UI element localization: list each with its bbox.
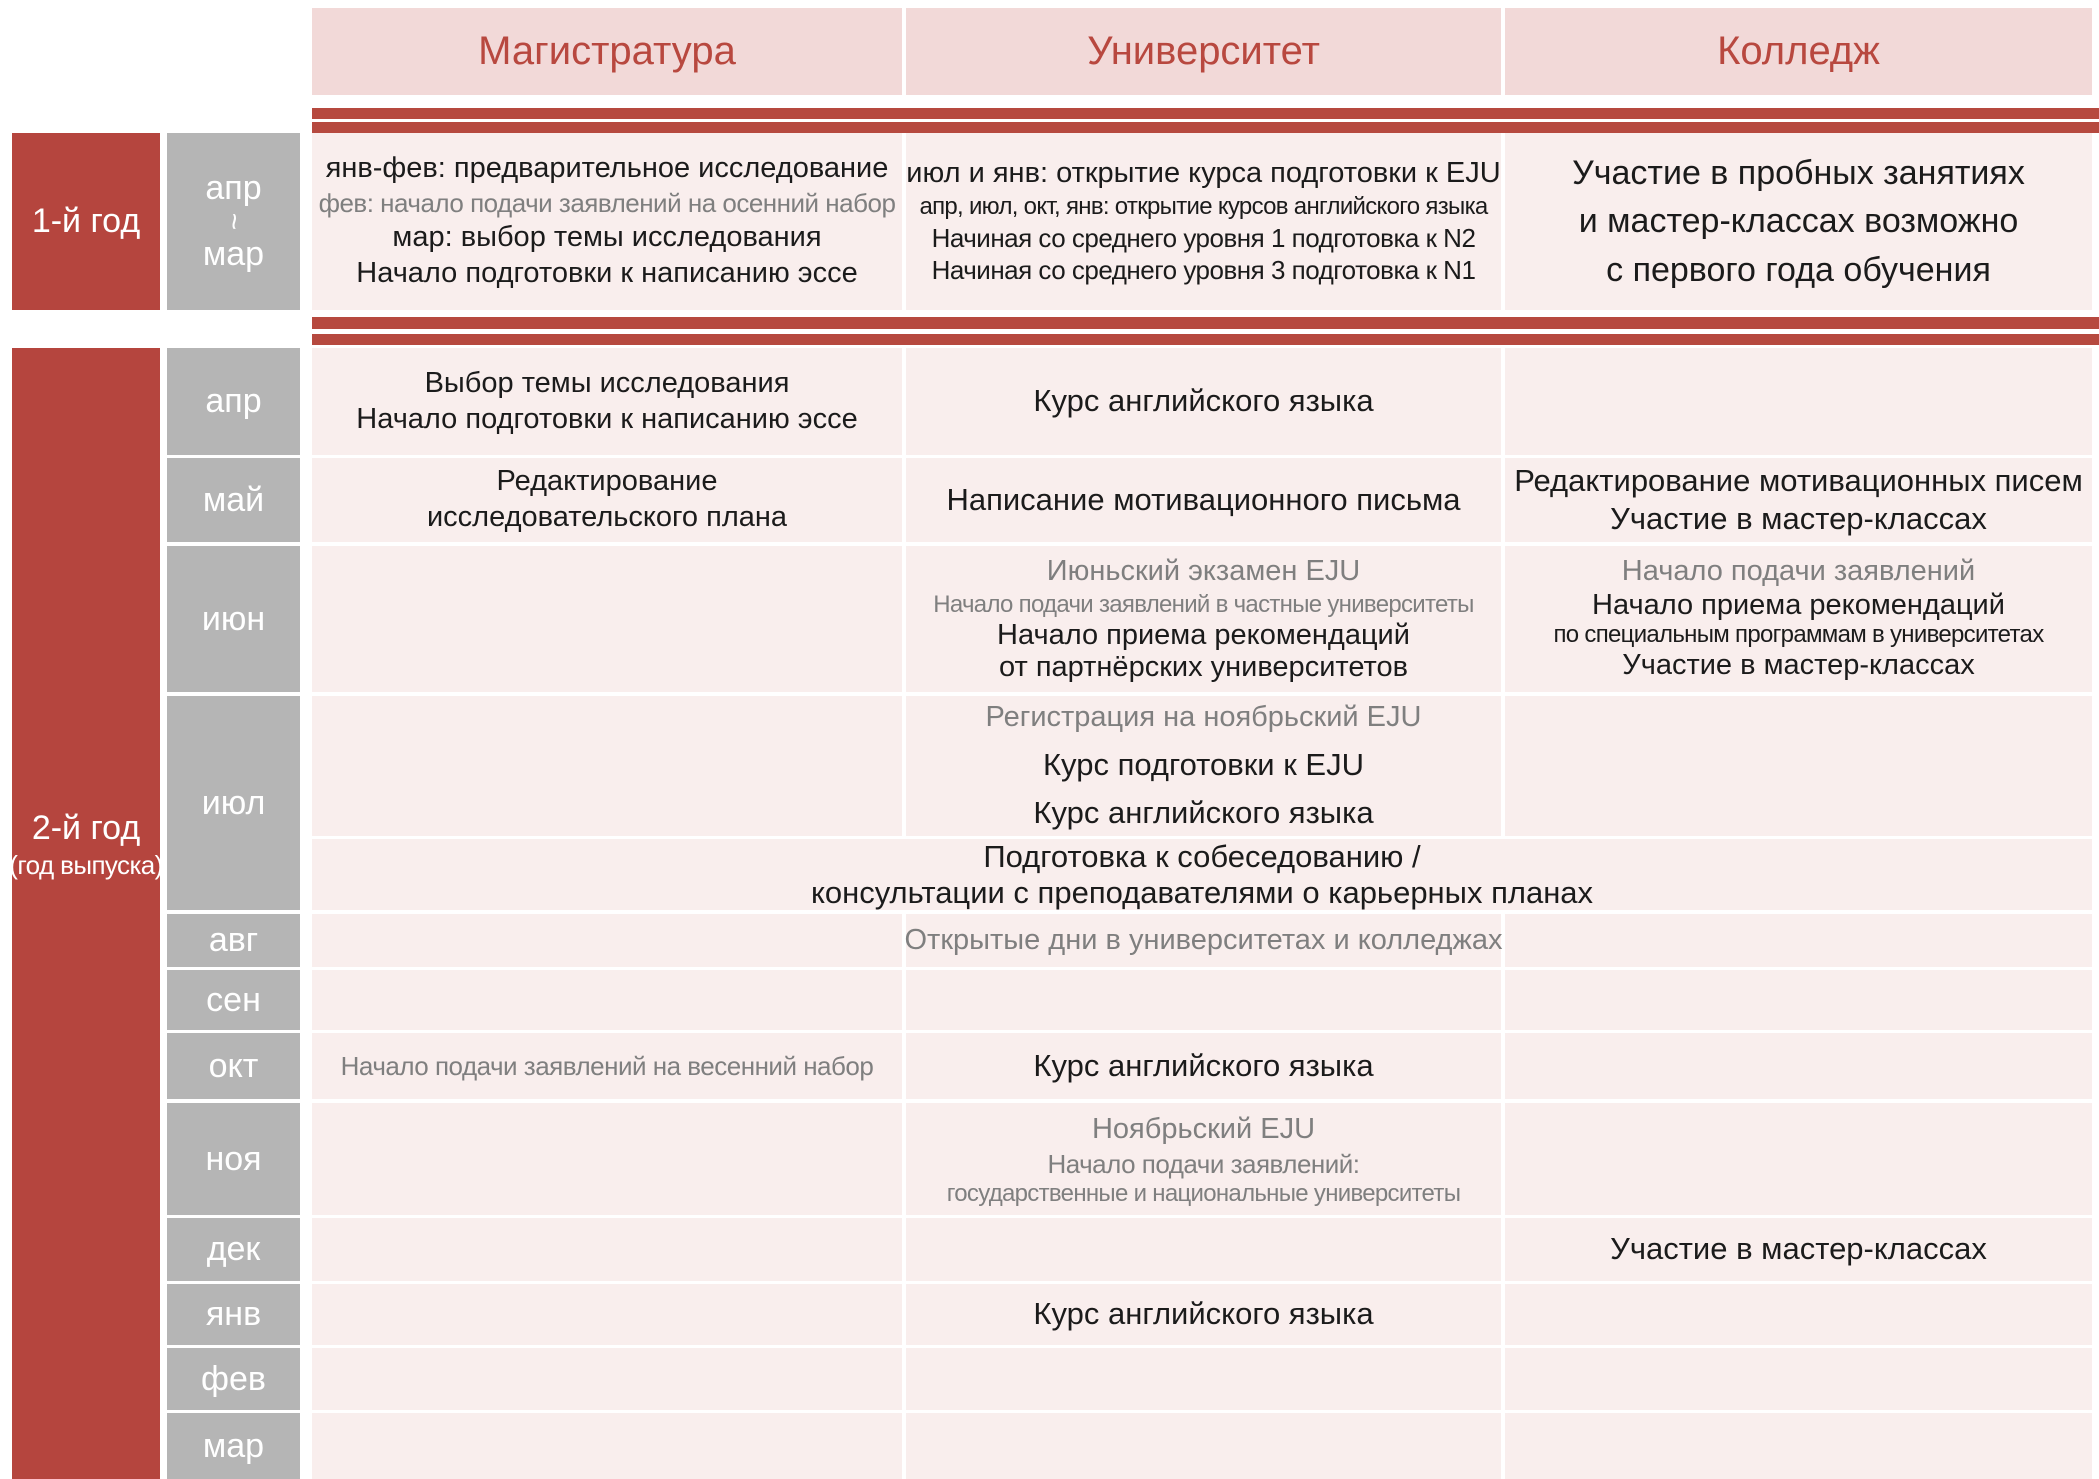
- cell-nov-magistracy: [312, 1103, 902, 1215]
- column-header-label: Магистратура: [478, 29, 736, 73]
- month-label-aug: [167, 914, 300, 967]
- month-label-nov: [167, 1103, 300, 1215]
- cell-line: Редактирование: [496, 465, 718, 498]
- month-label-jun: [167, 546, 300, 692]
- cell-dec-college: [1505, 1218, 2092, 1281]
- cell-line: фев: начало подачи заявлений на осенний набор: [318, 188, 896, 219]
- month-label-oct: [167, 1033, 300, 1099]
- cell-sep-university: [906, 970, 1501, 1030]
- cell-sep-college: [1505, 970, 2092, 1030]
- cell-mar-university: [906, 1413, 1501, 1479]
- cell-mar-college: [1505, 1413, 2092, 1479]
- cell-dec-magistracy: [312, 1218, 902, 1281]
- cell-year1-magistracy: [312, 133, 902, 310]
- year2-label-box: [9, 348, 163, 1479]
- month-range-to: мар: [202, 235, 265, 273]
- cell-line: Написание мотивационного письма: [946, 481, 1461, 517]
- year1-label-box: [12, 133, 160, 310]
- month-text: мар: [202, 1426, 265, 1465]
- cell-jul-magistracy: [312, 696, 902, 836]
- column-header-magistracy: [312, 8, 902, 95]
- column-header-label: Университет: [1087, 29, 1320, 73]
- month-text: дек: [206, 1230, 261, 1268]
- cell-line: апр, июл, окт, янв: открытие курсов английского языка: [919, 193, 1488, 221]
- month-text: ноя: [205, 1139, 262, 1178]
- cell-jan-college: [1505, 1284, 2092, 1345]
- cell-line: Начиная со среднего уровня 1 подготовка к N2: [931, 223, 1476, 254]
- month-text: сен: [206, 980, 261, 1019]
- month-label-dec: [167, 1218, 300, 1281]
- month-text: янв: [205, 1295, 262, 1333]
- cell-line: Начало приема рекомендаций: [997, 618, 1410, 651]
- cell-line: Начало подачи заявлений в частные университеты: [933, 591, 1474, 619]
- cell-line: по специальным программам в университетах: [1553, 620, 2044, 648]
- month-text: фев: [201, 1359, 266, 1398]
- month-text: окт: [208, 1046, 259, 1085]
- cell-oct-magistracy: [312, 1033, 902, 1099]
- cell-line: Начало приема рекомендаций: [1592, 588, 2005, 621]
- month-text: июн: [201, 599, 266, 638]
- month-label-sep: [167, 970, 300, 1030]
- cell-year1-university: [906, 133, 1501, 310]
- cell-line: Участие в пробных занятиях: [1572, 154, 2025, 193]
- cell-line: с первого года обучения: [1606, 250, 1991, 289]
- cell-year1-college: [1505, 133, 2092, 310]
- cell-apr-university: [906, 348, 1501, 455]
- cell-feb-university: [906, 1348, 1501, 1410]
- cell-oct-college: [1505, 1033, 2092, 1099]
- cell-line: июл и янв: открытие курса подготовки к EJU: [906, 157, 1501, 190]
- cell-line: и мастер-классах возможно: [1578, 202, 2019, 241]
- cell-feb-magistracy: [312, 1348, 902, 1410]
- cell-line: консультации с преподавателями о карьерных планах: [810, 874, 1594, 910]
- month-label-jan: [167, 1284, 300, 1345]
- cell-line: Курс английского языка: [1033, 1296, 1374, 1332]
- cell-line: Начало подачи заявлений: [1621, 554, 1976, 587]
- cell-feb-college: [1505, 1348, 2092, 1410]
- year-divider-stripe-top: [312, 317, 2099, 329]
- cell-line: Редактирование мотивационных писем: [1514, 462, 2083, 498]
- cell-sep-magistracy: [312, 970, 902, 1030]
- cell-apr-magistracy: [312, 348, 902, 455]
- cell-line: Курс подготовки к EJU: [1043, 746, 1364, 782]
- cell-line: Начиная со среднего уровня 3 подготовка к N1: [931, 255, 1476, 286]
- cell-aug-university: [906, 914, 1501, 967]
- cell-line: Ноябрьский EJU: [1091, 1113, 1316, 1146]
- month-label-apr: [167, 348, 300, 455]
- cell-jan-university: [906, 1284, 1501, 1345]
- cell-jul-university: [906, 696, 1501, 836]
- cell-may-college: [1505, 458, 2092, 542]
- cell-line: Начало подготовки к написанию эссе: [356, 402, 858, 435]
- cell-line: Курс английского языка: [1033, 1047, 1374, 1083]
- column-header-college: [1505, 8, 2092, 95]
- month-label-jul: [167, 696, 300, 910]
- cell-line: государственные и национальные университеты: [946, 1179, 1461, 1207]
- cell-mar-magistracy: [312, 1413, 902, 1479]
- cell-jun-magistracy: [312, 546, 902, 692]
- month-text: май: [202, 480, 265, 519]
- header-divider-stripe-bottom: [312, 122, 2099, 133]
- cell-line: Регистрация на ноябрьский EJU: [985, 700, 1422, 733]
- year1-label: 1-й год: [31, 202, 141, 241]
- cell-apr-college: [1505, 348, 2092, 455]
- cell-line: от партнёрских университетов: [998, 650, 1409, 683]
- column-header-university: [906, 8, 1501, 95]
- cell-line: Начало подачи заявлений:: [1047, 1149, 1360, 1180]
- cell-line: Участие в мастер-классах: [1610, 1231, 1987, 1267]
- cell-line: Курс английского языка: [1033, 383, 1374, 419]
- year2-label: 2-й год: [31, 808, 141, 847]
- cell-line: Открытые дни в университетах и колледжах: [904, 923, 1503, 956]
- cell-may-university: [906, 458, 1501, 542]
- cell-line: Участие в мастер-классах: [1622, 649, 1975, 682]
- month-label-mar: [167, 1413, 300, 1479]
- cell-line: мар: выбор темы исследования: [392, 220, 822, 253]
- cell-line: Курс английского языка: [1033, 794, 1374, 830]
- header-divider-stripe-top: [312, 108, 2099, 119]
- cell-line: янв-фев: предварительное исследование: [325, 152, 889, 185]
- cell-line: Начало подготовки к написанию эссе: [356, 256, 858, 289]
- cell-nov-university: [906, 1103, 1501, 1215]
- cell-line: Июньский экзамен EJU: [1046, 555, 1361, 588]
- cell-aug-college: [1505, 914, 2092, 967]
- month-text: апр: [205, 382, 262, 420]
- year2-sublabel: (год выпуска): [9, 850, 163, 881]
- month-text: авг: [208, 921, 259, 959]
- month-range-from: апр: [205, 169, 262, 207]
- cell-oct-university: [906, 1033, 1501, 1099]
- cell-line: исследовательского плана: [426, 501, 788, 533]
- cell-jan-magistracy: [312, 1284, 902, 1345]
- month-label-feb: [167, 1348, 300, 1410]
- cell-nov-college: [1505, 1103, 2092, 1215]
- cell-jun-college: [1505, 546, 2092, 692]
- cell-aug-magistracy: [312, 914, 902, 967]
- cell-jul-college: [1505, 696, 2092, 836]
- year1-month-range-box: [167, 133, 300, 310]
- cell-jul-interview-band: [312, 839, 2092, 910]
- year-divider-stripe-bottom: [312, 334, 2099, 345]
- cell-line: Выбор темы исследования: [424, 366, 790, 399]
- column-header-label: Колледж: [1717, 29, 1880, 73]
- cell-line: Подготовка к собеседованию /: [983, 838, 1421, 874]
- month-text: июл: [201, 783, 266, 822]
- cell-line: Начало подачи заявлений на весенний набор: [340, 1050, 874, 1081]
- cell-may-magistracy: [312, 458, 902, 542]
- cell-jun-university: [906, 546, 1501, 692]
- month-range-tilde: ~: [217, 212, 250, 231]
- month-label-may: [167, 458, 300, 542]
- cell-line: Участие в мастер-классах: [1610, 501, 1987, 536]
- cell-dec-university: [906, 1218, 1501, 1281]
